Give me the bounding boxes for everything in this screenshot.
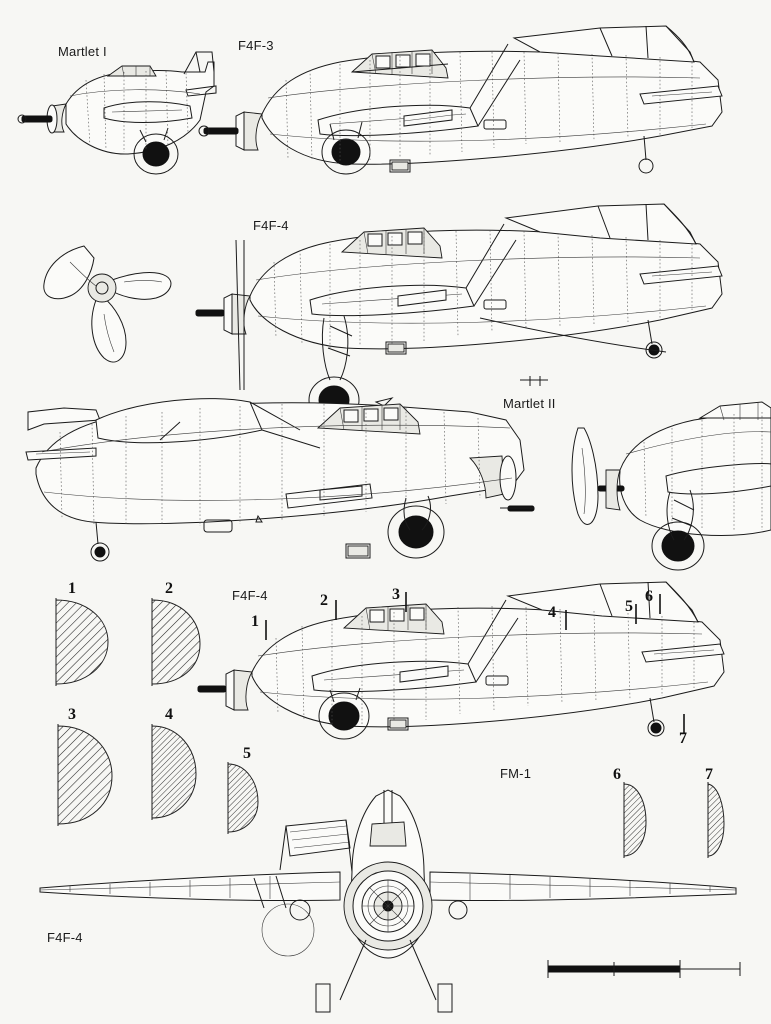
view-wildcat-large [26,399,534,561]
view-propeller [44,246,171,362]
view-martlet-ii [572,402,771,570]
label-f4f-4-front: F4F-4 [47,930,83,945]
section-number-7: 7 [705,766,713,783]
label-martlet-ii: Martlet II [503,396,556,411]
callout-number-6: 6 [645,588,653,605]
view-f4f-4-top [196,204,722,423]
callout-number-1: 1 [251,613,259,630]
section-number-6: 6 [613,766,621,783]
section-number-2: 2 [165,580,173,597]
callout-number-5: 5 [625,598,633,615]
view-f4f-3 [199,26,722,174]
callout-number-3: 3 [392,586,400,603]
label-f4f-4-top: F4F-4 [253,218,289,233]
label-martlet-i: Martlet I [58,44,107,59]
callout-number-7: 7 [679,730,687,747]
callout-number-4: 4 [548,604,556,621]
section-number-5: 5 [243,745,251,762]
label-f4f-3: F4F-3 [238,38,274,53]
callout-number-2: 2 [320,592,328,609]
label-f4f-4-mid: F4F-4 [232,588,268,603]
section-number-3: 3 [68,706,76,723]
section-number-1: 1 [68,580,76,597]
view-martlet-i [18,52,216,174]
label-fm-1: FM-1 [500,766,532,781]
section-number-4: 4 [165,706,173,723]
scale-bar-graphic [548,960,740,978]
